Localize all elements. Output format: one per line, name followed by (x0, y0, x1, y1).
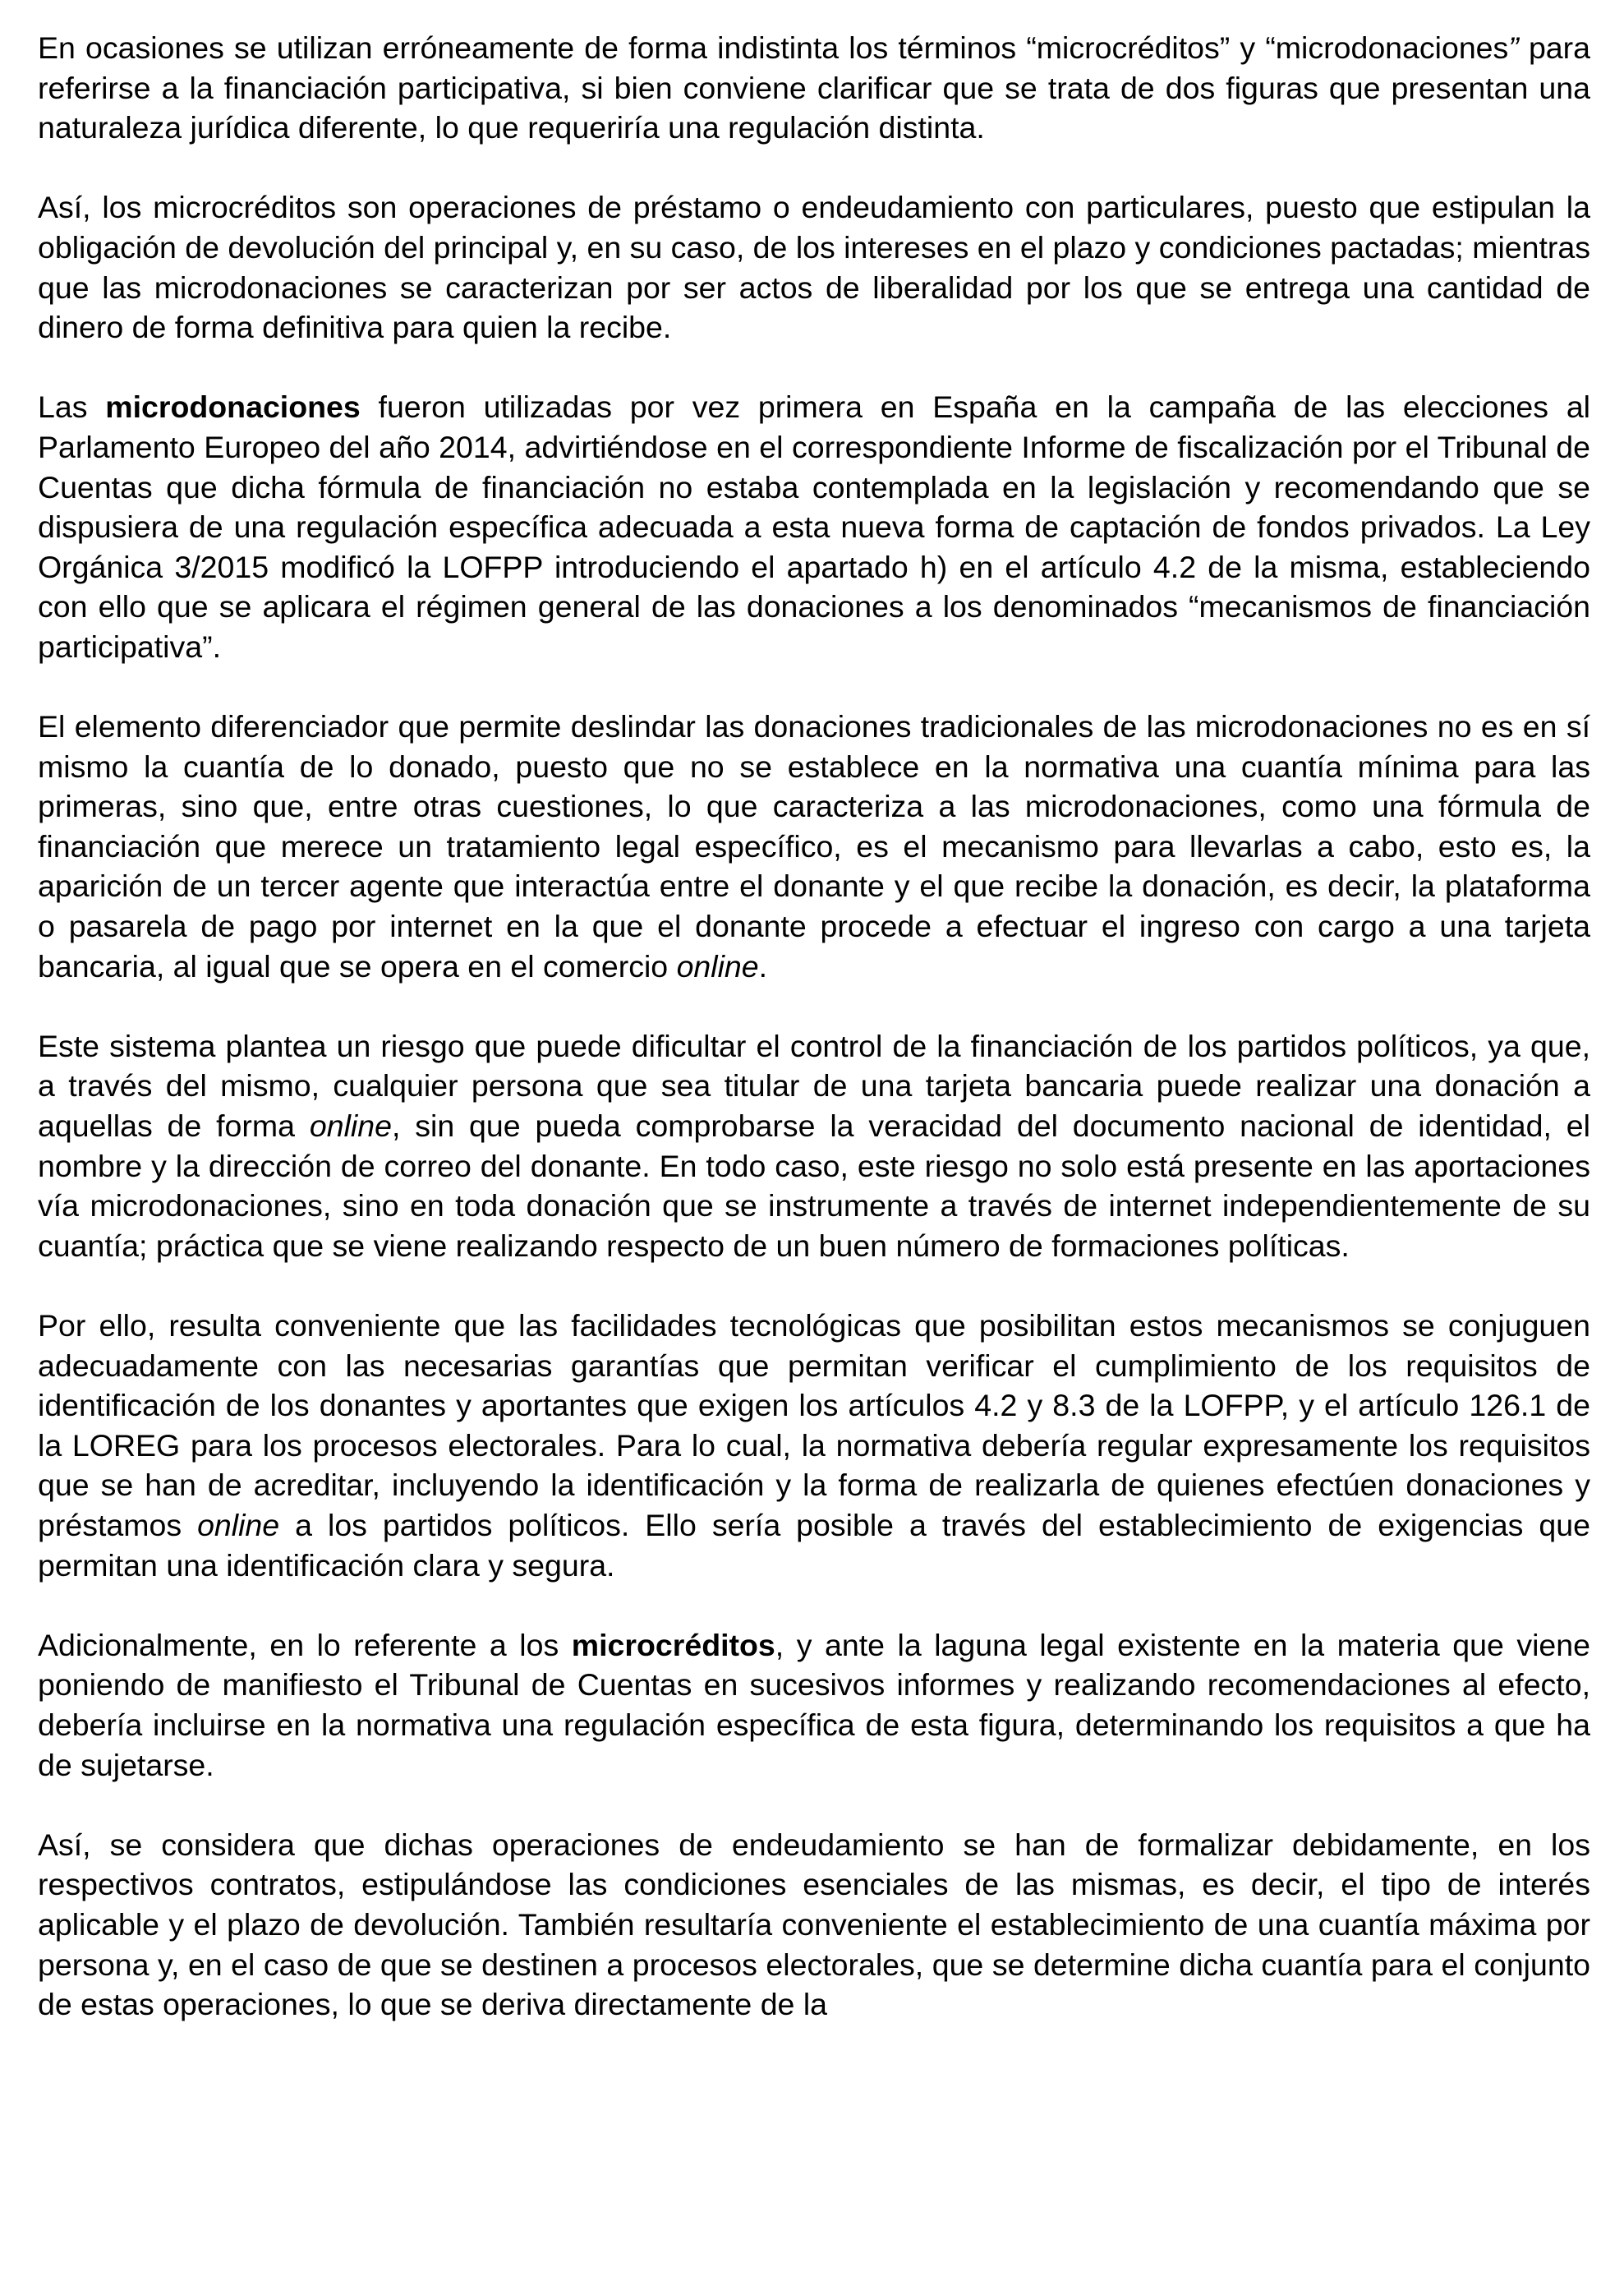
paragraph (38, 1625, 1590, 1785)
italic-text: online (676, 948, 759, 984)
text-run: Así, se considera que dichas operaciones de endeudamiento se han de formalizar debidamente, en los respectivos contratos, estipulándose las condiciones esenciales de las mismas, es decir, el tipo de interés aplicable y el plazo de devolución. También resultaría conveniente el establecimiento de una cuantía máxima por persona y, en el caso de que se destinen a procesos electorales, que se determine dicha cuantía para el conjunto de estas operaciones, lo que se deriva directamente de la (38, 1827, 1590, 2022)
text-run: Este sistema plantea un riesgo que puede dificultar el control de la financiación de los partidos políticos, ya que, a través del mismo, cualquier persona que sea titular de una tarjeta bancaria puede realizar una donación a aquellas de forma (38, 1028, 1590, 1144)
text-run: , sin que pueda comprobarse la veracidad del documento nacional de identidad, el nombre y la dirección de correo del donante. En todo caso, este riesgo no solo está presente en las aportaciones vía microdonaciones, sino en toda donación que se instrumente a través de internet independientemente de su cuantía; práctica que se viene realizando respecto de un buen número de formaciones políticas. (38, 1108, 1590, 1263)
text-run: Así, los microcréditos son operaciones de préstamo o endeudamiento con particulares, puesto que estipulan la obligación de devolución del principal y, en su caso, de los intereses en el plazo y condiciones pactadas; mientras que las microdonaciones se caracterizan por ser actos de liberalidad por los que se entrega una cantidad de dinero de forma definitiva para quien la recibe. (38, 190, 1591, 345)
paragraph (38, 1825, 1590, 2025)
text-run: Por ello, resulta conveniente que las facilidades tecnológicas que posibilitan estos mecanismos se conjuguen adecuadamente con las necesarias garantías que permitan verificar el cumplimiento de los requisitos de identificación de los donantes y aportantes que exigen los artículos 4.2 y 8.3 de la LOFPP, y el artículo 126.1 de la LOREG para los procesos electorales. Para lo cual, la normativa debería regular expresamente los requisitos que se han de acreditar, incluyendo la identificación y la forma de realizarla de quienes efectúen donaciones y préstamos (38, 1308, 1590, 1542)
paragraph (38, 707, 1590, 986)
paragraph (38, 1306, 1590, 1585)
italic-text: online (309, 1108, 392, 1144)
text-run: a los partidos políticos. Ello sería posible a través del establecimiento de exigencias que permitan una identificación clara y segura. (38, 1507, 1590, 1583)
text-run: fueron utilizadas por vez primera en España en la campaña de las elecciones al Parlamento Europeo del año 2014, advirtiéndose en el correspondiente Informe de fiscalización por el Tribunal de Cuentas que dicha fórmula de financiación no estaba contemplada en la legislación y recomendando que se dispusiera de una regulación específica adecuada a esta nueva forma de captación de fondos privados. La Ley Orgánica 3/2015 modificó la LOFPP introduciendo el apartado h) en el artículo 4.2 de la misma, estableciendo con ello que se aplicara el régimen general de las donaciones a los denominados “mecanismos de financiación participativa”. (38, 389, 1591, 664)
text-run: . (758, 948, 768, 984)
paragraph (38, 387, 1590, 666)
text-run: Adicionalmente, en lo referente a los (38, 1627, 572, 1662)
text-run: , y ante la laguna legal existente en la materia que viene poniendo de manifiesto el Tribunal de Cuentas en sucesivos informes y realizando recomendaciones al efecto, debería incluirse en la normativa una regulación específica de esta figura, determinando los requisitos a que ha de sujetarse. (38, 1627, 1590, 1782)
text-run: El elemento diferenciador que permite deslindar las donaciones tradicionales de las microdonaciones no es en sí mismo la cuantía de lo donado, puesto que no se establece en la normativa una cuantía mínima para las primeras, sino que, entre otras cuestiones, lo que caracteriza a las microdonaciones, como una fórmula de financiación que merece un tratamiento legal específico, es el mecanismo para llevarlas a cabo, esto es, la aparición de un tercer agente que interactúa entre el donante y el que recibe la donación, es decir, la plataforma o pasarela de pago por internet en la que el donante procede a efectuar el ingreso con cargo a una tarjeta bancaria, al igual que se opera en el comercio (38, 709, 1590, 984)
text-run: Las (38, 389, 106, 425)
bold-text: microdonaciones (105, 389, 361, 425)
bold-text: microcréditos (571, 1627, 775, 1662)
paragraph (38, 28, 1590, 148)
paragraph (38, 187, 1590, 347)
italic-text: online (197, 1507, 280, 1542)
italic-text: ” (1508, 30, 1519, 65)
document-body (38, 28, 1590, 2025)
text-run: En ocasiones se utilizan erróneamente de forma indistinta los términos “microcréditos” y “microdonaciones (38, 30, 1509, 65)
text-run: para referirse a la financiación participativa, si bien conviene clarificar que se trata de dos figuras que presentan una naturaleza jurídica diferente, lo que requeriría una regulación distinta. (38, 30, 1591, 145)
paragraph (38, 1026, 1590, 1266)
